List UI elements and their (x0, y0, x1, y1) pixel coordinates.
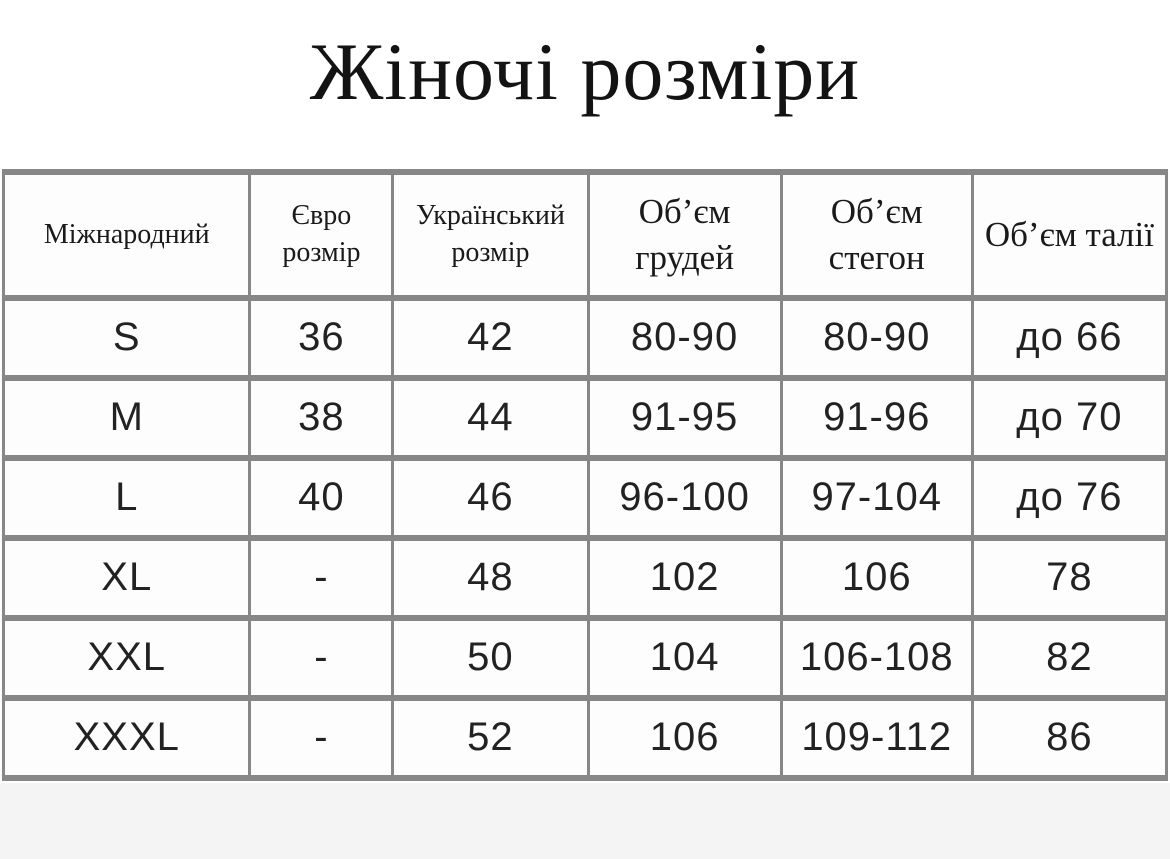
table-row-m (4, 378, 1167, 458)
table-header-row (4, 172, 1167, 298)
cell-waist: 78 (972, 538, 1166, 618)
cell-hips: 80-90 (781, 298, 972, 378)
table-row-xxl (4, 618, 1167, 698)
cell-hips: 106 (781, 538, 972, 618)
cell-international: S (4, 298, 250, 378)
cell-chest: 106 (588, 698, 781, 778)
page-title: Жіночі розміри (309, 26, 861, 117)
table-row-s (4, 298, 1167, 378)
cell-hips: 91-96 (781, 378, 972, 458)
table-row-xl (4, 538, 1167, 618)
cell-ukrainian-size: 46 (393, 458, 588, 538)
cell-euro-size: - (250, 618, 393, 698)
column-header-euro-size: Євро розмір (250, 172, 393, 298)
cell-ukrainian-size: 48 (393, 538, 588, 618)
cell-waist: до 70 (972, 378, 1166, 458)
column-header-international: Міжнародний (4, 172, 250, 298)
column-header-hips: Об’єм стегон (781, 172, 972, 298)
cell-ukrainian-size: 44 (393, 378, 588, 458)
table-row-xxxl (4, 698, 1167, 778)
cell-international: XL (4, 538, 250, 618)
cell-chest: 104 (588, 618, 781, 698)
cell-waist: 86 (972, 698, 1166, 778)
cell-euro-size: - (250, 538, 393, 618)
cell-euro-size: 36 (250, 298, 393, 378)
cell-hips: 106-108 (781, 618, 972, 698)
cell-euro-size: 40 (250, 458, 393, 538)
cell-international: M (4, 378, 250, 458)
cell-ukrainian-size: 50 (393, 618, 588, 698)
cell-international: L (4, 458, 250, 538)
cell-waist: 82 (972, 618, 1166, 698)
cell-euro-size: 38 (250, 378, 393, 458)
cell-international: XXL (4, 618, 250, 698)
cell-chest: 102 (588, 538, 781, 618)
cell-hips: 109-112 (781, 698, 972, 778)
cell-chest: 91-95 (588, 378, 781, 458)
cell-hips: 97-104 (781, 458, 972, 538)
cell-waist: до 76 (972, 458, 1166, 538)
column-header-ukrainian-size: Український розмір (393, 172, 588, 298)
cell-waist: до 66 (972, 298, 1166, 378)
women-sizes-table (2, 169, 1168, 781)
cell-ukrainian-size: 42 (393, 298, 588, 378)
cell-chest: 80-90 (588, 298, 781, 378)
cell-euro-size: - (250, 698, 393, 778)
cell-international: XXXL (4, 698, 250, 778)
cell-chest: 96-100 (588, 458, 781, 538)
cell-ukrainian-size: 52 (393, 698, 588, 778)
column-header-waist: Об’єм талії (972, 172, 1166, 298)
column-header-chest: Об’єм грудей (588, 172, 781, 298)
table-row-l (4, 458, 1167, 538)
